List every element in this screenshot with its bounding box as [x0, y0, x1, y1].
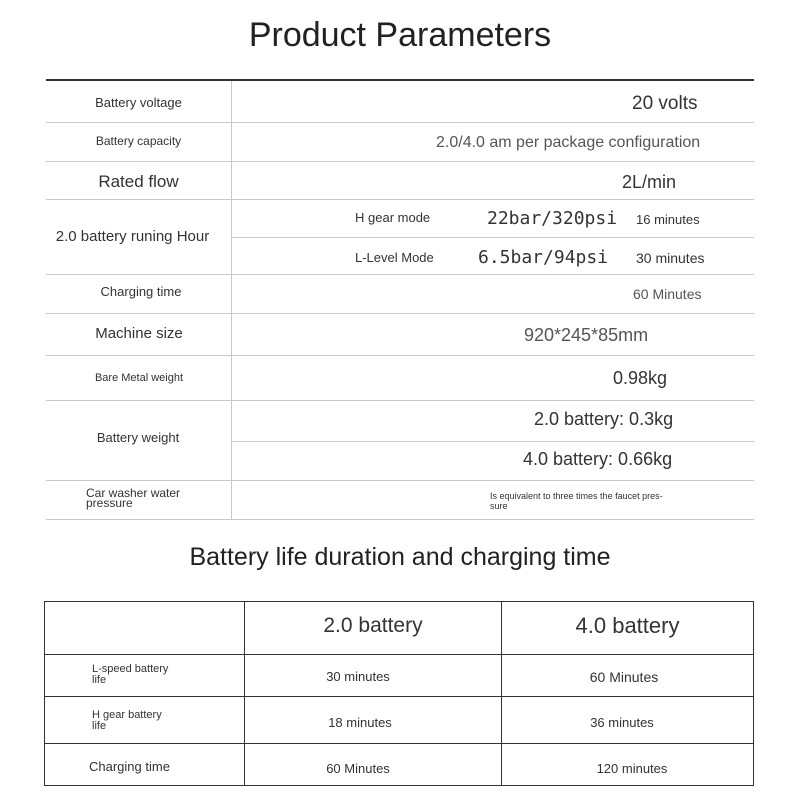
row-rule [46, 161, 754, 162]
table-border-top [44, 601, 754, 602]
water-pressure-label [86, 488, 180, 508]
table-border-right [753, 601, 754, 786]
row-label-line2: life [92, 674, 107, 686]
battery-voltage-label: Battery voltage [95, 95, 182, 110]
row-label-line2: life [92, 720, 107, 732]
table-cell-40: 36 minutes [590, 715, 654, 730]
header-20-battery: 2.0 battery [323, 614, 423, 637]
battery-voltage-value: 20 volts [632, 93, 698, 114]
table-cell-20: 30 minutes [326, 669, 390, 684]
table-border-left [44, 601, 45, 786]
table-top-rule [46, 79, 754, 81]
bare-metal-weight-label: Bare Metal weight [94, 372, 184, 384]
water-pressure-value [490, 491, 663, 511]
rated-flow-label: Rated flow [98, 172, 179, 191]
section-title: Battery life duration and charging time [189, 543, 611, 571]
header-40-battery: 4.0 battery [575, 613, 680, 638]
rated-flow-value: 2L/min [622, 172, 677, 192]
l-level-time: 30 minutes [636, 250, 705, 266]
battery-weight-20-value: 2.0 battery: 0.3kg [534, 409, 674, 429]
h-gear-time: 16 minutes [636, 212, 700, 227]
row-rule [46, 480, 754, 481]
table-cell-40: 120 minutes [596, 761, 668, 776]
l-level-mode-label: L-Level Mode [355, 250, 434, 265]
row-rule [232, 441, 754, 442]
column-divider [231, 81, 232, 520]
row-rule [46, 313, 754, 314]
row-rule [46, 519, 754, 520]
battery-weight-label: Battery weight [96, 430, 180, 445]
charging-time-label: Charging time [100, 284, 182, 299]
l-level-pressure: 6.5bar/94psi [478, 247, 609, 268]
h-gear-pressure: 22bar/320psi [487, 208, 618, 229]
row-label-line1: H gear battery [92, 709, 162, 721]
table-cell-40: 60 Minutes [589, 669, 659, 685]
table-cell-20: 18 minutes [328, 715, 392, 730]
table-row-divider [44, 743, 754, 744]
water-pressure-value-line2: sure [490, 501, 508, 511]
battery-capacity-label: Battery capacity [95, 134, 182, 148]
running-hour-label: 2.0 battery runing Hour [55, 228, 210, 245]
table-row-divider [44, 696, 754, 697]
row-rule [46, 355, 754, 356]
row-rule [46, 122, 754, 123]
page-title: Product Parameters [248, 16, 552, 54]
table-row-label: Charging time [89, 759, 170, 774]
row-label-line1: L-speed battery [92, 663, 169, 675]
table-row-divider [44, 654, 754, 655]
table-row-label [92, 710, 162, 732]
table-row-label [92, 664, 168, 686]
row-rule [232, 237, 754, 238]
charging-time-value: 60 Minutes [633, 286, 702, 302]
row-rule [46, 199, 754, 200]
battery-capacity-value: 2.0/4.0 am per package configuration [436, 134, 701, 151]
bare-metal-weight-value: 0.98kg [613, 368, 668, 388]
row-rule [46, 400, 754, 401]
water-pressure-label-line2: pressure [86, 496, 133, 510]
machine-size-value: 920*245*85mm [524, 325, 649, 345]
h-gear-mode-label: H gear mode [355, 210, 431, 225]
water-pressure-label-line1: Car washer water [86, 486, 181, 500]
table-cell-20: 60 Minutes [326, 761, 390, 776]
water-pressure-value-line1: Is equivalent to three times the faucet pres- [490, 491, 663, 501]
battery-weight-40-value: 4.0 battery: 0.66kg [523, 449, 673, 469]
table-border-bottom [44, 785, 754, 786]
row-rule [46, 274, 754, 275]
machine-size-label: Machine size [95, 325, 183, 342]
